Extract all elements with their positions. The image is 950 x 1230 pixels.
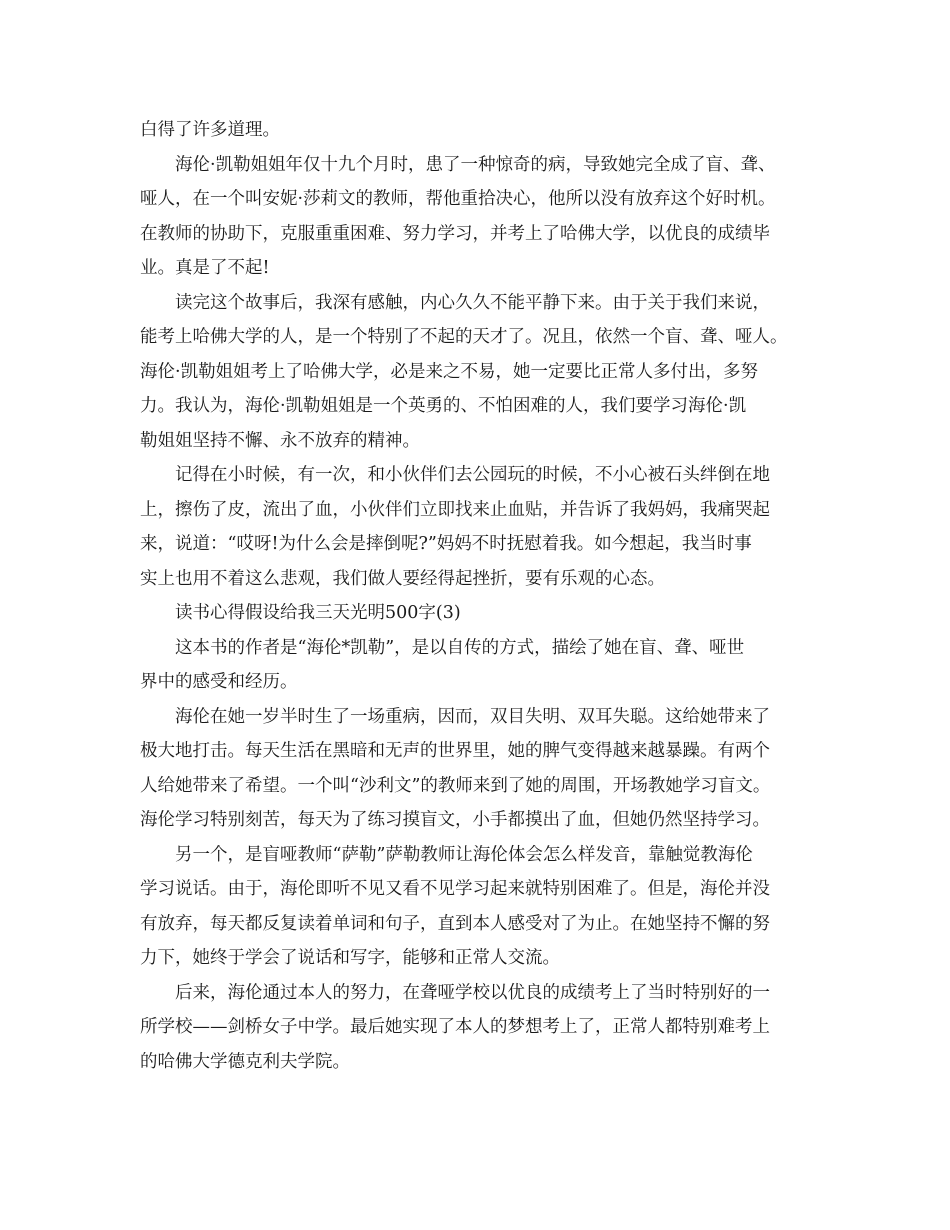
text-line: 白得了许多道理。 <box>140 120 280 140</box>
text-line: 记得在小时候，有一次，和小伙伴们去公园玩的时候，不小心被石头绊倒在地 <box>175 465 770 485</box>
text-line: 上，擦伤了皮，流出了血，小伙伴们立即找来止血贴，并告诉了我妈妈，我痛哭起 <box>140 499 770 520</box>
text-line: 有放弃，每天都反复读着单词和句子，直到本人感受对了为止。在她坚持不懈的努 <box>140 913 770 934</box>
text-line: 海伦·凯勒姐姐年仅十九个月时，患了一种惊奇的病，导致她完全成了盲、聋、 <box>175 154 776 175</box>
text-line: 读完这个故事后，我深有感触，内心久久不能平静下来。由于关于我们来说， <box>175 292 770 313</box>
text-line: 界中的感受和经历。 <box>140 672 298 692</box>
text-line: 力下，她终于学会了说话和写字，能够和正常人交流。 <box>140 948 560 968</box>
text-line: 哑人，在一个叫安妮·莎莉文的教师，帮他重拾决心，他所以没有放弃这个好时机。 <box>140 189 776 209</box>
text-line: 这本书的作者是“海伦*凯勒”，是以自传的方式，描绘了她在盲、聋、哑世 <box>175 637 745 658</box>
text-line: 学习说话。由于，海伦即听不见又看不见学习起来就特别困难了。但是，海伦并没 <box>140 879 770 899</box>
text-line: 在教师的协助下，克服重重困难、努力学习，并考上了哈佛大学，以优良的成绩毕 <box>140 223 770 244</box>
document-body <box>140 113 815 1079</box>
text-line: 海伦学习特别刻苦，每天为了练习摸盲文，小手都摸出了血，但她仍然坚持学习。 <box>140 810 770 830</box>
text-line: 来，说道：“哎呀!为什么会是摔倒呢?”妈妈不时抚慰着我。如今想起，我当时事 <box>140 534 752 554</box>
text-line: 海伦在她一岁半时生了一场重病，因而，双目失明、双耳失聪。这给她带来了 <box>175 706 770 727</box>
text-line: 能考上哈佛大学的人，是一个特别了不起的天才了。况且，依然一个盲、聋、哑人。 <box>140 327 788 347</box>
text-line: 后来，海伦通过本人的努力，在聋哑学校以优良的成绩考上了当时特别好的一 <box>175 982 770 1003</box>
text-line: 实上也用不着这么悲观，我们做人要经得起挫折，要有乐观的心态。 <box>140 568 665 589</box>
text-line: 业。真是了不起! <box>140 258 270 278</box>
text-line: 所学校——剑桥女子中学。最后她实现了本人的梦想考上了，正常人都特别难考上 <box>140 1017 770 1037</box>
text-line: 勒姐姐坚持不懈、永不放弃的精神。 <box>140 430 420 451</box>
text-line: 人给她带来了希望。一个叫“沙利文”的教师来到了她的周围，开场教她学习盲文。 <box>140 775 771 796</box>
text-line: 力。我认为，海伦·凯勒姐姐是一个英勇的、不怕困难的人，我们要学习海伦·凯 <box>140 396 747 416</box>
section-heading: 读书心得假设给我三天光明500字(3) <box>175 603 461 623</box>
text-line: 另一个，是盲哑教师“萨勒”萨勒教师让海伦体会怎么样发音，靠触觉教海伦 <box>175 844 753 865</box>
text-line: 海伦·凯勒姐姐考上了哈佛大学，必是来之不易，她一定要比正常人多付出，多努 <box>140 361 759 382</box>
text-line: 的哈佛大学德克利夫学院。 <box>140 1051 350 1072</box>
text-line: 极大地打击。每天生活在黑暗和无声的世界里，她的脾气变得越来越暴躁。有两个 <box>140 741 770 761</box>
